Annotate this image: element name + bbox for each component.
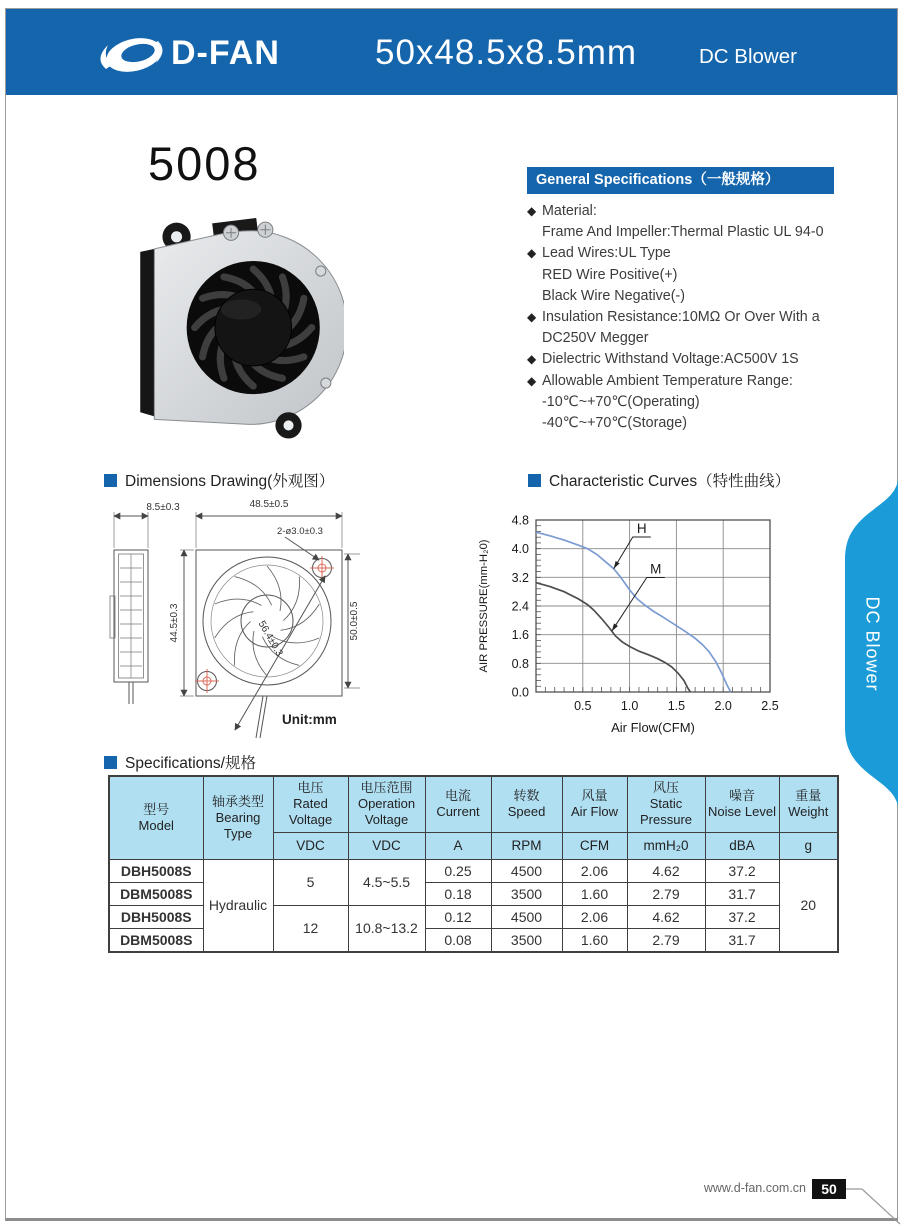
col-header-weight: 重量 Weight	[779, 776, 838, 832]
section-title-specifications: Specifications/规格	[104, 751, 256, 773]
cell-noise: 31.7	[705, 928, 779, 952]
cell-current: 0.12	[425, 905, 491, 928]
front-view	[180, 512, 360, 738]
svg-text:2.5: 2.5	[761, 699, 779, 713]
brand-name: D-FAN	[171, 34, 280, 72]
dim-mounting-holes-label: 2-ø3.0±0.3	[277, 526, 323, 537]
col-header-current: 电流 Current	[425, 776, 491, 832]
cell-weight: 20	[779, 859, 838, 952]
col-header-speed: 转数 Speed	[491, 776, 562, 832]
unit-air-flow: CFM	[562, 832, 627, 859]
cell-rated-voltage: 12	[273, 905, 348, 952]
col-header-model: 型号 Model	[109, 776, 203, 859]
diamond-bullet-icon: ◆	[527, 204, 537, 218]
product-photo	[112, 196, 344, 444]
fan-side-plate	[140, 249, 154, 416]
cell-current: 0.18	[425, 882, 491, 905]
cell-operation-voltage: 4.5~5.5	[348, 859, 425, 905]
cell-static-pressure: 4.62	[627, 859, 705, 882]
spec-line: DC250V Megger	[542, 330, 649, 347]
series-label-H: H	[636, 520, 647, 536]
col-header-static-pressure: 风压 Static Pressure	[627, 776, 705, 832]
dim-frame-height-label: 44.5±0.3	[169, 603, 180, 643]
spec-table	[108, 775, 839, 953]
mounting-hole-crosshair	[195, 669, 219, 693]
general-specs-title-bar: General Specifications（一般规格）	[527, 167, 834, 194]
characteristic-curves-chart	[476, 496, 808, 748]
unit-weight: g	[779, 832, 838, 859]
cell-model: DBM5008S	[109, 928, 203, 952]
fan-hub	[215, 289, 292, 366]
spec-line: ◆ Insulation Resistance:10MΩ Or Over With a	[527, 307, 857, 328]
page-title-size: 50x48.5x8.5mm	[374, 33, 638, 72]
dim-diagonal-label: 56.4±0.3	[255, 619, 285, 659]
cell-static-pressure: 2.79	[627, 928, 705, 952]
brand-logo-icon	[98, 33, 166, 77]
side-view	[110, 512, 148, 704]
blue-square-icon	[104, 756, 117, 769]
svg-text:4.8: 4.8	[511, 513, 529, 528]
svg-text:0.8: 0.8	[511, 656, 529, 671]
spec-line: RED Wire Positive(+)	[542, 266, 678, 283]
section-title-curves: Characteristic Curves（特性曲线）	[528, 469, 790, 491]
dimensions-drawing	[100, 488, 472, 744]
col-header-bearing: 轴承类型 Bearing Type	[203, 776, 273, 859]
product-type-label: DC Blower	[699, 45, 797, 68]
diamond-bullet-icon: ◆	[527, 352, 537, 367]
cell-air-flow: 1.60	[562, 882, 627, 905]
svg-text:1.6: 1.6	[511, 628, 529, 643]
diamond-bullet-icon: ◆	[527, 310, 537, 325]
dim-frame-width-label: 48.5±0.5	[249, 499, 289, 510]
unit-rated-voltage: VDC	[273, 832, 348, 859]
curve-H	[536, 532, 731, 692]
cell-speed: 4500	[491, 859, 562, 882]
cell-rated-voltage: 5	[273, 859, 348, 905]
unit-speed: RPM	[491, 832, 562, 859]
header-bar	[6, 9, 897, 95]
curve-M	[536, 583, 690, 692]
cell-model: DBM5008S	[109, 882, 203, 905]
cell-current: 0.08	[425, 928, 491, 952]
x-axis-label: Air Flow(CFM)	[611, 720, 695, 735]
diamond-bullet-icon: ◆	[527, 373, 537, 388]
cell-air-flow: 2.06	[562, 905, 627, 928]
unit-noise-level: dBA	[705, 832, 779, 859]
svg-text:4.0: 4.0	[511, 542, 529, 557]
svg-text:3.2: 3.2	[511, 570, 529, 585]
blue-square-icon	[528, 474, 541, 487]
svg-text:2.0: 2.0	[714, 699, 732, 713]
corner-fold-line	[844, 1180, 904, 1226]
spec-line: -10℃~+70℃(Operating)	[542, 393, 700, 410]
svg-text:1.5: 1.5	[667, 699, 686, 713]
cell-noise: 37.2	[705, 859, 779, 882]
side-tab-dc-blower	[845, 480, 898, 807]
cell-air-flow: 1.60	[562, 928, 627, 952]
general-specs-list	[527, 201, 857, 434]
svg-text:0.5: 0.5	[574, 699, 592, 713]
page-number-badge: 50	[812, 1179, 846, 1199]
spec-line: ◆ Lead Wires:UL Type	[527, 243, 857, 264]
side-tab-label: DC Blower	[862, 595, 882, 692]
cell-model: DBH5008S	[109, 859, 203, 882]
cell-static-pressure: 4.62	[627, 905, 705, 928]
col-header-air-flow: 风量 Air Flow	[562, 776, 627, 832]
cell-noise: 37.2	[705, 905, 779, 928]
cell-operation-voltage: 10.8~13.2	[348, 905, 425, 952]
cell-model: DBH5008S	[109, 905, 203, 928]
series-label-M: M	[650, 561, 662, 577]
col-header-rated-voltage: 电压 Rated Voltage	[273, 776, 348, 832]
table-row	[109, 859, 838, 882]
cell-speed: 4500	[491, 905, 562, 928]
spec-line: Black Wire Negative(-)	[542, 287, 685, 304]
cell-static-pressure: 2.79	[627, 882, 705, 905]
cell-current: 0.25	[425, 859, 491, 882]
section-title-dimensions: Dimensions Drawing(外观图）	[104, 469, 334, 491]
cell-speed: 3500	[491, 882, 562, 905]
col-header-operation-voltage: 电压范围 Operation Voltage	[348, 776, 425, 832]
unit-current: A	[425, 832, 491, 859]
footer-website-link[interactable]: www.d-fan.com.cn	[703, 1181, 806, 1195]
col-header-noise-level: 噪音 Noise Level	[705, 776, 779, 832]
spec-line: Frame And Impeller:Thermal Plastic UL 94-0	[542, 224, 824, 241]
model-number: 5008	[148, 137, 261, 190]
spec-line: ◆ Allowable Ambient Temperature Range:	[527, 371, 857, 392]
dim-unit-label: Unit:mm	[282, 712, 337, 727]
blue-square-icon	[104, 474, 117, 487]
spec-line: ◆ Dielectric Withstand Voltage:AC500V 1S	[527, 349, 857, 370]
cell-air-flow: 2.06	[562, 859, 627, 882]
spec-line: ◆ Material:	[527, 201, 857, 222]
cell-speed: 3500	[491, 928, 562, 952]
y-axis-label: AIR PRESSURE(mm-H₂0)	[478, 539, 490, 673]
unit-operation-voltage: VDC	[348, 832, 425, 859]
unit-static-pressure: mmH₂0	[627, 832, 705, 859]
spec-line: -40℃~+70℃(Storage)	[542, 415, 687, 432]
mounting-hole-crosshair	[310, 556, 334, 580]
svg-text:0.0: 0.0	[511, 685, 529, 700]
diamond-bullet-icon: ◆	[527, 246, 537, 261]
cell-noise: 31.7	[705, 882, 779, 905]
svg-text:1.0: 1.0	[620, 699, 639, 713]
dim-side-width-label: 8.5±0.3	[146, 502, 180, 513]
svg-text:2.4: 2.4	[511, 599, 529, 614]
dim-outer-diameter-label: 50.0±0.5	[349, 601, 360, 641]
cell-bearing-type: Hydraulic	[203, 859, 273, 952]
